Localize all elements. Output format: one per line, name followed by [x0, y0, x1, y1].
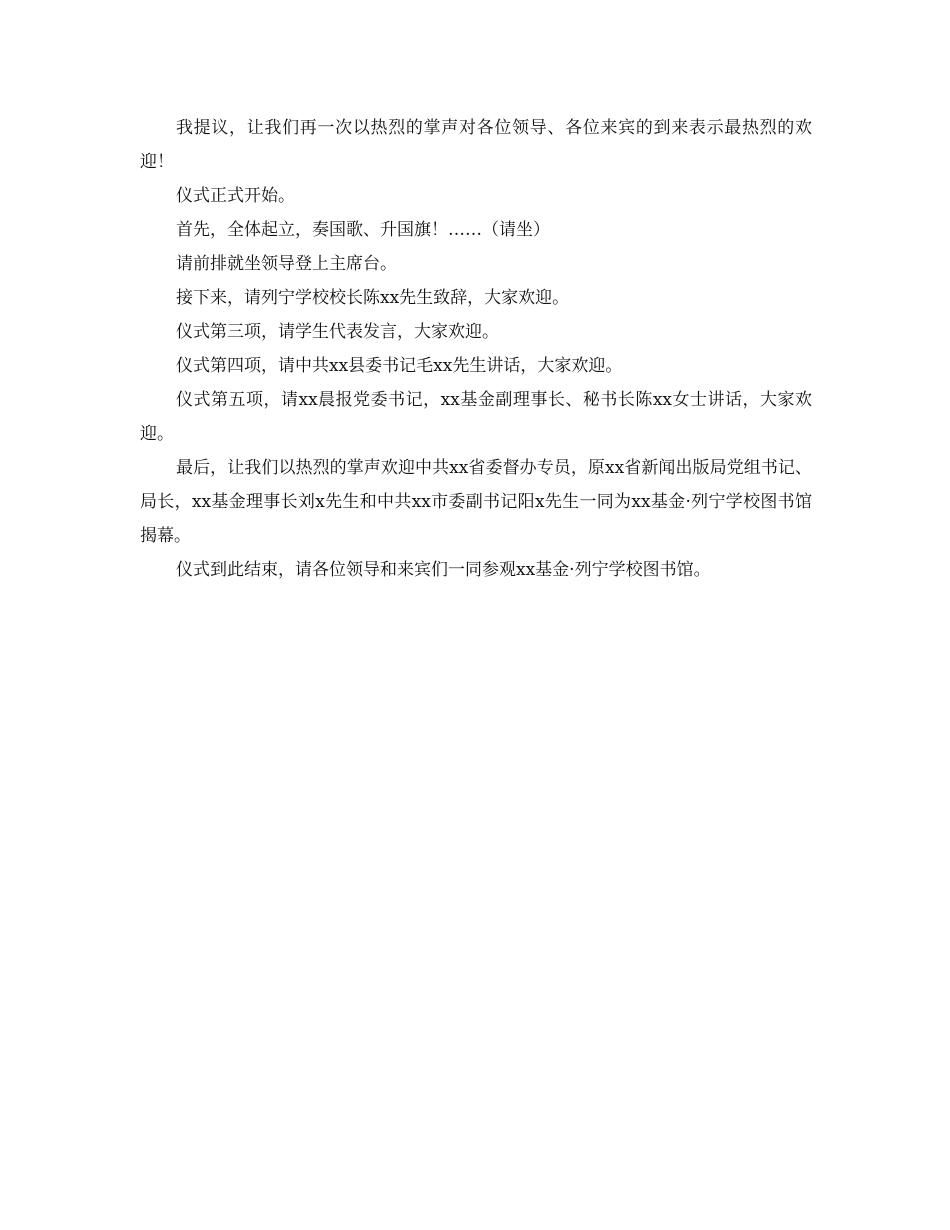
paragraph-unveiling: 最后，让我们以热烈的掌声欢迎中共xx省委督办专员，原xx省新闻出版局党组书记、局长，xx基金理事长刘x先生和中共xx市委副书记阳x先生一同为xx基金·列宁学校图书馆揭幕。	[140, 458, 812, 546]
paragraph-national-anthem: 首先，全体起立，奏国歌、升国旗！……（请坐）	[176, 220, 550, 240]
paragraph-leaders-to-stage: 请前排就坐领导登上主席台。	[176, 254, 397, 274]
paragraph-ceremony-end: 仪式到此结束，请各位领导和来宾们一同参观xx基金·列宁学校图书馆。	[176, 560, 711, 580]
paragraph-ceremony-start: 仪式正式开始。	[176, 186, 295, 206]
paragraph-item-five: 仪式第五项，请xx晨报党委书记，xx基金副理事长、秘书长陈xx女士讲话，大家欢迎。	[140, 390, 812, 444]
paragraph-welcome: 我提议，让我们再一次以热烈的掌声对各位领导、各位来宾的到来表示最热烈的欢迎！	[140, 118, 812, 172]
paragraph-principal-speech: 接下来，请列宁学校校长陈xx先生致辞，大家欢迎。	[176, 288, 570, 308]
paragraph-item-four: 仪式第四项，请中共xx县委书记毛xx先生讲话，大家欢迎。	[176, 356, 623, 376]
paragraph-item-three: 仪式第三项，请学生代表发言，大家欢迎。	[176, 322, 499, 342]
document-body	[140, 111, 812, 587]
